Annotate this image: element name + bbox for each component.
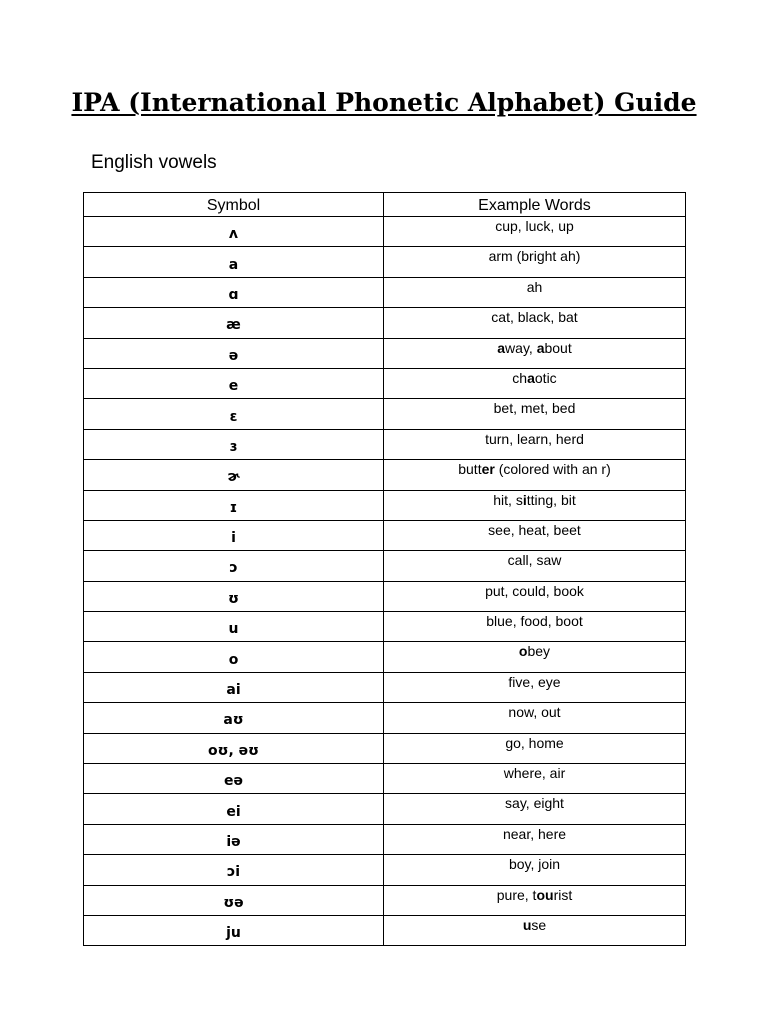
example-words-cell <box>384 672 686 702</box>
example-words-cell <box>384 733 686 763</box>
table-row <box>84 794 686 824</box>
example-text: go, home <box>505 734 564 751</box>
column-header-symbol: Symbol <box>84 193 384 217</box>
example-text: bet, met, bed <box>493 400 576 417</box>
example-text: cat, black, bat <box>491 309 578 326</box>
table-row <box>84 277 686 307</box>
table-body <box>84 217 686 946</box>
table-row <box>84 490 686 520</box>
example-text: pure, t <box>496 886 537 903</box>
example-text: turn, learn, herd <box>485 430 584 447</box>
table-row <box>84 581 686 611</box>
example-text: ch <box>512 369 528 386</box>
example-words-cell <box>384 308 686 338</box>
example-text: see, heat, beet <box>488 521 581 538</box>
column-header-example-words: Example Words <box>384 193 686 217</box>
example-words-cell <box>384 794 686 824</box>
example-text: boy, join <box>508 856 561 873</box>
example-text: cup, luck, up <box>495 218 574 234</box>
example-text: say, eight <box>505 795 564 812</box>
ipa-symbol-cell: æ <box>84 308 384 338</box>
table-row <box>84 764 686 794</box>
table-row <box>84 915 686 945</box>
example-words-cell <box>384 368 686 398</box>
table-header-row <box>84 193 686 217</box>
example-words-cell <box>384 460 686 490</box>
ipa-symbol-cell: ɛ <box>84 399 384 429</box>
table-row <box>84 612 686 642</box>
ipa-symbol-cell: u <box>84 612 384 642</box>
example-text: way, <box>505 339 537 356</box>
ipa-symbol-cell: ɜ <box>84 429 384 459</box>
example-text: bout <box>544 339 572 356</box>
table-row <box>84 672 686 702</box>
highlighted-letters: o <box>518 643 528 660</box>
example-words-cell <box>384 399 686 429</box>
page-title: IPA (International Phonetic Alphabet) Guide <box>71 88 697 117</box>
ipa-symbol-cell: ɑ <box>84 277 384 307</box>
ipa-symbol-cell: ɔ <box>84 551 384 581</box>
table-row <box>84 824 686 854</box>
ipa-symbol-cell: o <box>84 642 384 672</box>
example-text: near, here <box>502 825 567 842</box>
ipa-symbol-cell: ʊə <box>84 885 384 915</box>
table-row <box>84 551 686 581</box>
example-words-cell <box>384 642 686 672</box>
example-text: otic <box>534 369 557 386</box>
example-words-cell <box>384 551 686 581</box>
ipa-symbol-cell: ʌ <box>84 217 384 247</box>
table-row <box>84 217 686 247</box>
example-words-cell <box>384 429 686 459</box>
example-words-cell <box>384 277 686 307</box>
example-text: bey <box>527 643 551 660</box>
table-row <box>84 247 686 277</box>
ipa-symbol-cell: oʊ, əʊ <box>84 733 384 763</box>
example-text: hit, s <box>493 491 523 508</box>
example-words-cell <box>384 703 686 733</box>
example-text: butt <box>458 461 482 478</box>
ipa-symbol-cell: ɚ <box>84 460 384 490</box>
example-words-cell <box>384 885 686 915</box>
example-words-cell <box>384 520 686 550</box>
example-words-cell <box>384 338 686 368</box>
highlighted-letters: a <box>536 339 545 356</box>
table-row <box>84 642 686 672</box>
table-row <box>84 460 686 490</box>
table-row <box>84 368 686 398</box>
table-row <box>84 399 686 429</box>
highlighted-letters: u <box>522 916 532 933</box>
example-words-cell <box>384 247 686 277</box>
ipa-symbol-cell: eə <box>84 764 384 794</box>
example-text: rist <box>553 886 573 903</box>
highlighted-letters: a <box>497 339 506 356</box>
example-words-cell <box>384 824 686 854</box>
example-text: call, saw <box>507 552 562 569</box>
example-text: ah <box>526 278 543 295</box>
ipa-symbol-cell: a <box>84 247 384 277</box>
example-text: where, air <box>503 765 566 782</box>
table-row <box>84 885 686 915</box>
table-row <box>84 855 686 885</box>
ipa-symbol-cell: aʊ <box>84 703 384 733</box>
example-words-cell <box>384 490 686 520</box>
ipa-symbol-cell: ə <box>84 338 384 368</box>
table-row <box>84 733 686 763</box>
example-words-cell <box>384 217 686 247</box>
example-words-cell <box>384 855 686 885</box>
table-row <box>84 703 686 733</box>
ipa-symbol-cell: ʊ <box>84 581 384 611</box>
highlighted-letters: er <box>481 461 495 478</box>
example-text: five, eye <box>508 673 561 690</box>
table-row <box>84 308 686 338</box>
highlighted-letters: ou <box>536 886 554 903</box>
highlighted-letters: a <box>527 369 535 386</box>
ipa-symbol-cell: ju <box>84 915 384 945</box>
example-text: blue, food, boot <box>486 613 583 630</box>
example-words-cell <box>384 915 686 945</box>
example-words-cell <box>384 581 686 611</box>
ipa-vowel-table <box>83 192 686 946</box>
highlighted-letters: i <box>522 491 527 508</box>
example-text: put, could, book <box>485 582 584 599</box>
example-words-cell <box>384 612 686 642</box>
table-row <box>84 338 686 368</box>
example-text: arm (bright ah) <box>488 248 581 265</box>
example-text: (colored with an r) <box>494 461 611 478</box>
section-subtitle: English vowels <box>91 152 217 173</box>
example-words-cell <box>384 764 686 794</box>
ipa-symbol-cell: i <box>84 520 384 550</box>
ipa-symbol-cell: iə <box>84 824 384 854</box>
ipa-symbol-cell: ai <box>84 672 384 702</box>
ipa-symbol-cell: ei <box>84 794 384 824</box>
example-text: se <box>531 916 547 933</box>
ipa-symbol-cell: ɔi <box>84 855 384 885</box>
table-row <box>84 520 686 550</box>
ipa-symbol-cell: ɪ <box>84 490 384 520</box>
ipa-symbol-cell: e <box>84 368 384 398</box>
table-row <box>84 429 686 459</box>
example-text: now, out <box>508 704 561 721</box>
example-text: tting, bit <box>526 491 576 508</box>
